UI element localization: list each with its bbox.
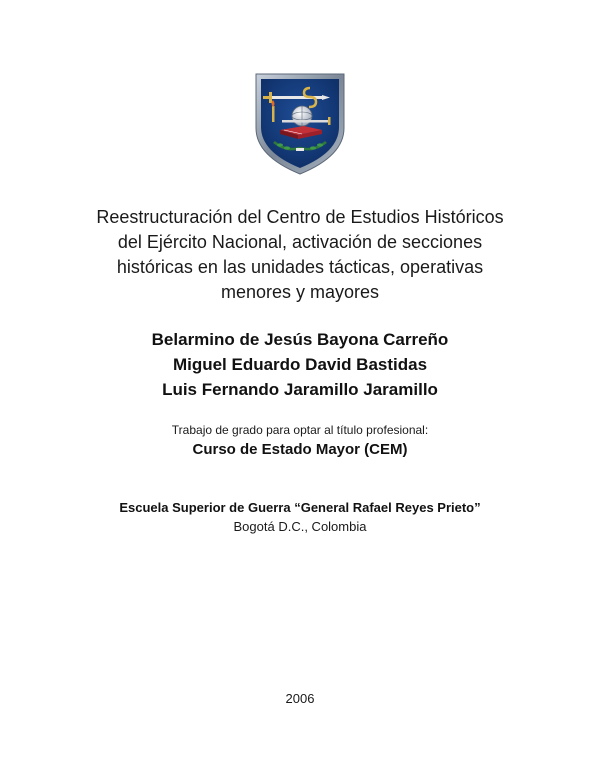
title-line: Reestructuración del Centro de Estudios Históricos xyxy=(96,207,504,227)
thesis-title xyxy=(60,205,540,305)
degree-title: Curso de Estado Mayor (CEM) xyxy=(192,441,408,458)
institution-name: Escuela Superior de Guerra “General Rafael Reyes Prieto” xyxy=(119,500,481,515)
author-name: Luis Fernando Jaramillo Jaramillo xyxy=(162,380,438,399)
degree-intro: Trabajo de grado para optar al título profesional: xyxy=(171,423,429,437)
publication-year: 2006 xyxy=(285,691,315,706)
title-line: del Ejército Nacional, activación de secciones xyxy=(117,232,483,252)
author-name: Miguel Eduardo David Bastidas xyxy=(172,355,428,374)
institution-city: Bogotá D.C., Colombia xyxy=(233,519,367,534)
title-line: históricas en las unidades tácticas, operativas xyxy=(116,257,484,277)
degree-block xyxy=(60,422,540,461)
author-name: Belarmino de Jesús Bayona Carreño xyxy=(151,330,449,349)
military-school-shield-icon xyxy=(252,70,348,178)
title-line: menores y mayores xyxy=(220,282,380,302)
institution-block xyxy=(40,498,560,536)
authors-list xyxy=(60,327,540,402)
